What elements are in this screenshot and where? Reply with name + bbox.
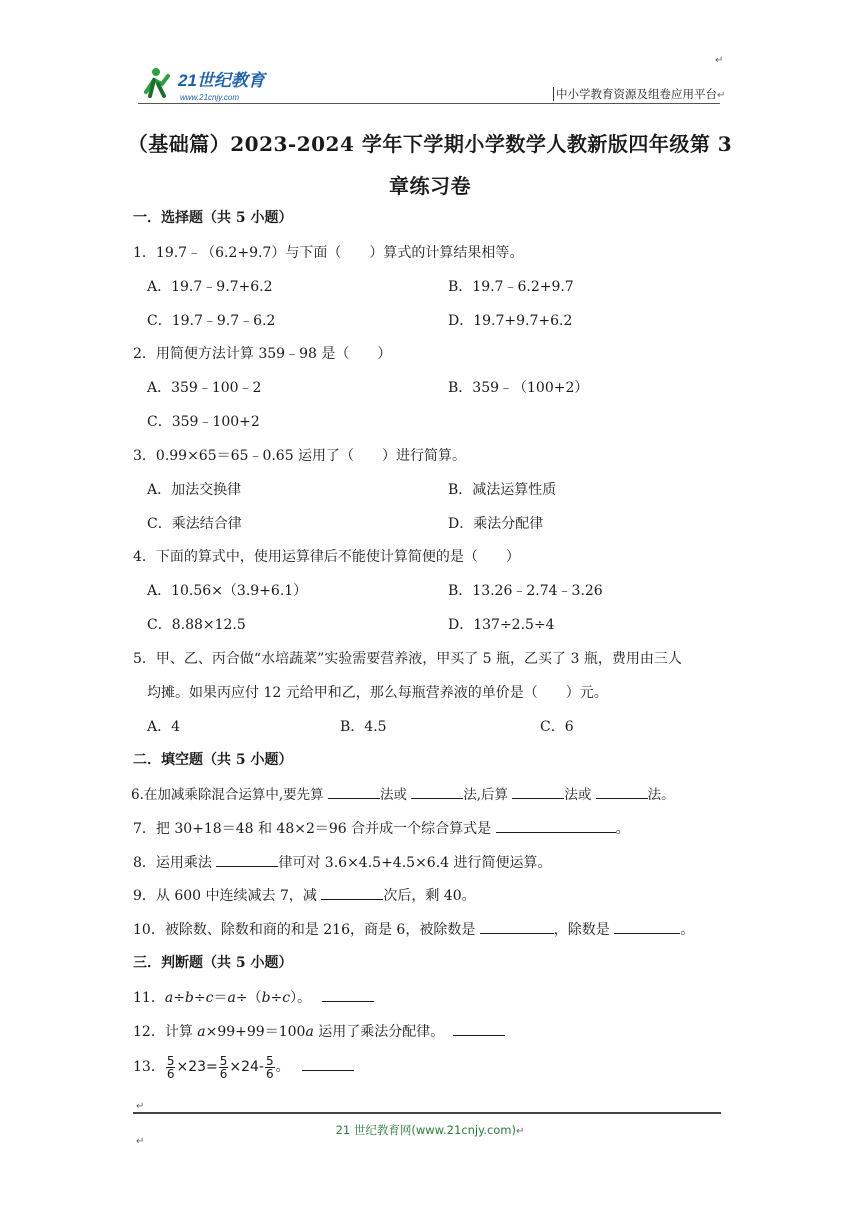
question-5-option-c: C．6 — [540, 719, 574, 735]
question-4-option-b: B．13.26﹣2.74﹣3.26 — [448, 583, 603, 599]
question-7: 7．把 30+18＝48 和 48×2＝96 合并成一个综合算式是 。 — [133, 821, 630, 837]
page-title-line2: 章练习卷 — [389, 174, 471, 198]
runner-icon — [146, 68, 168, 96]
header-platform-text: 中小学教育资源及组卷应用平台↵ — [553, 86, 725, 102]
question-2-option-b: B．359﹣（100+2） — [448, 380, 589, 396]
return-mark: ↵ — [136, 1136, 145, 1147]
question-1-option-c: C．19.7﹣9.7﹣6.2 — [147, 313, 276, 329]
question-1-option-a: A．19.7﹣9.7+6.2 — [147, 279, 273, 295]
question-4-option-c: C．8.88×12.5 — [147, 617, 246, 633]
question-1-option-b: B．19.7﹣6.2+9.7 — [448, 279, 574, 295]
logo-sub-text: www.21cnjy.com — [180, 93, 239, 102]
question-8: 8．运用乘法 律可对 3.6×4.5+4.5×6.4 进行简便运算。 — [133, 855, 552, 871]
answer-blank[interactable] — [453, 1022, 505, 1036]
page-title-line1: （基础篇）2023-2024 学年下学期小学数学人教新版四年级第 3 — [127, 132, 733, 156]
answer-blank[interactable] — [322, 988, 374, 1002]
header-rule — [138, 103, 720, 104]
site-logo — [138, 62, 288, 106]
answer-blank[interactable] — [480, 920, 554, 934]
question-3-option-b: B．减法运算性质 — [448, 482, 557, 498]
question-4-option-d: D．137÷2.5÷4 — [448, 617, 555, 633]
question-3-stem: 3．0.99×65＝65﹣0.65 运用了（ ）进行简算。 — [133, 448, 467, 464]
section-heading-fill: 二．填空题（共 5 小题） — [133, 752, 293, 768]
question-5-option-b: B．4.5 — [340, 719, 387, 735]
section-heading-judge: 三．判断题（共 5 小题） — [133, 955, 293, 971]
question-3-option-d: D．乘法分配律 — [448, 516, 544, 532]
question-5-option-a: A．4 — [147, 719, 181, 735]
question-3-option-a: A．加法交换律 — [147, 482, 242, 498]
answer-blank[interactable] — [321, 886, 383, 900]
logo-main-text: 21世纪教育 — [178, 71, 265, 90]
footer-rule — [133, 1112, 721, 1114]
question-4-option-a: A．10.56×（3.9+6.1） — [147, 583, 308, 599]
answer-blank[interactable] — [411, 785, 463, 799]
question-5-stem-line2: 均摊。如果丙应付 12 元给甲和乙，那么每瓶营养液的单价是（ ）元。 — [147, 685, 608, 701]
question-5-stem-line1: 5．甲、乙、丙合做“水培蔬菜”实验需要营养液，甲买了 5 瓶，乙买了 3 瓶，费用由三人 — [133, 651, 682, 667]
question-1-option-d: D．19.7+9.7+6.2 — [448, 313, 573, 329]
question-3-option-c: C．乘法结合律 — [147, 516, 242, 532]
question-1-stem: 1．19.7﹣（6.2+9.7）与下面（ ）算式的计算结果相等。 — [133, 245, 524, 261]
return-mark: ↵ — [136, 1101, 145, 1112]
question-12: 12．计算 a×99+99＝100a 运用了乘法分配律。 — [133, 1022, 505, 1041]
answer-blank[interactable] — [496, 819, 616, 833]
section-heading-choice: 一．选择题（共 5 小题） — [133, 210, 293, 226]
question-2-option-c: C．359﹣100+2 — [147, 414, 260, 430]
answer-blank[interactable] — [596, 785, 648, 799]
answer-blank[interactable] — [512, 785, 564, 799]
answer-blank[interactable] — [302, 1057, 354, 1071]
answer-blank[interactable] — [328, 785, 380, 799]
question-10: 10．被除数、除数和商的和是 216，商是 6，被除数是 ，除数是 。 — [133, 922, 695, 938]
question-2-stem: 2．用简便方法计算 359﹣98 是（ ） — [133, 346, 392, 362]
answer-blank[interactable] — [614, 920, 680, 934]
footer-text: 21 世纪教育网(www.21cnjy.com)↵ — [335, 1123, 525, 1137]
question-4-stem: 4．下面的算式中，使用运算律后不能使计算简便的是（ ） — [133, 549, 520, 565]
question-2-option-a: A．359﹣100﹣2 — [147, 380, 262, 396]
fraction: $\frac{5}{6}$ — [166, 1053, 175, 1081]
question-11: 11．a÷b÷c＝a÷（b÷c）。 — [133, 988, 374, 1007]
question-13: 13． $\frac{5}{6}$ ×23= $\frac{5}{6}$ ×24- $\frac{5}{6}$ 。 — [133, 1052, 354, 1082]
fraction: $\frac{5}{6}$ — [266, 1053, 274, 1081]
question-9: 9．从 600 中连续减去 7，减 次后，剩 40。 — [133, 888, 476, 904]
question-6: 6.在加减乘除混合运算中,要先算 法或 法,后算 法或 法。 — [131, 787, 675, 803]
answer-blank[interactable] — [216, 853, 278, 867]
return-mark: ↵ — [715, 55, 724, 66]
fraction: $\frac{5}{6}$ — [219, 1053, 228, 1081]
